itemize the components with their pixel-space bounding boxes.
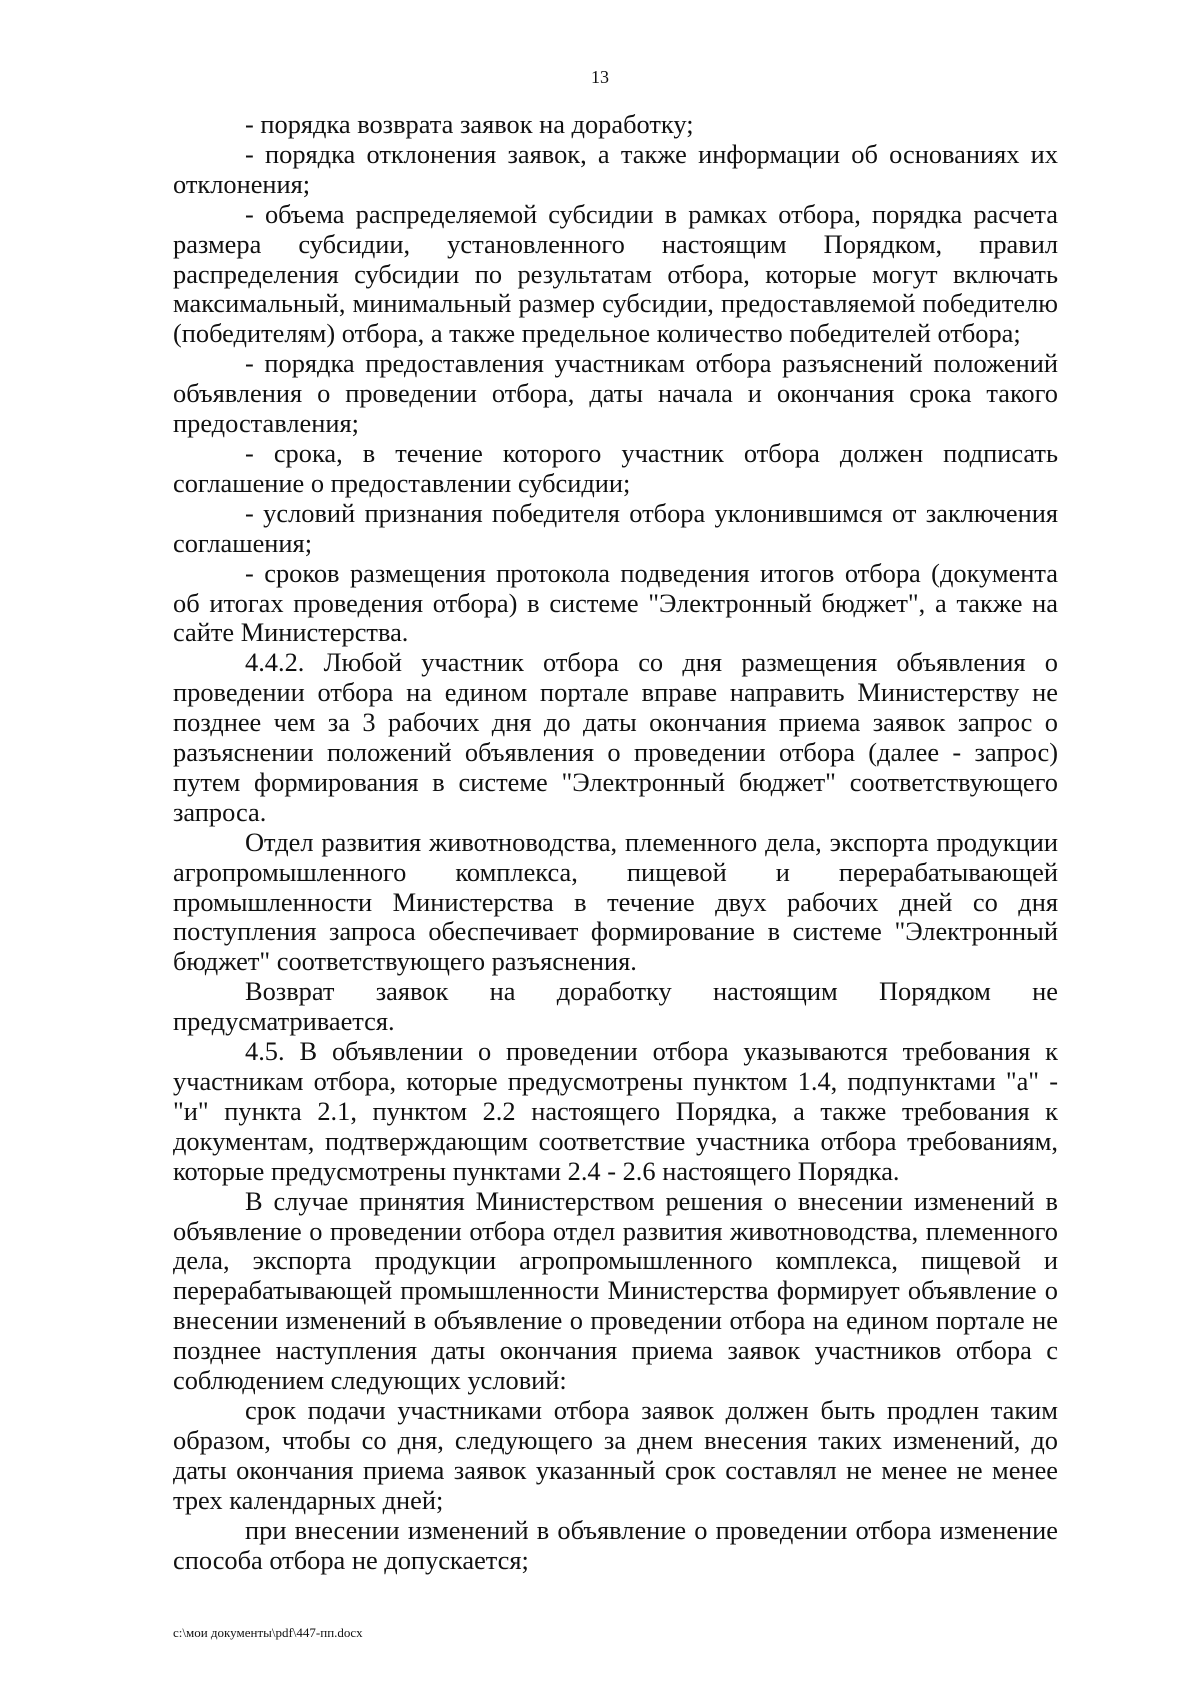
paragraph: - условий признания победителя отбора уклонившимся от заключения соглашения; bbox=[173, 497, 1058, 558]
paragraph: при внесении изменений в объявление о проведении отбора изменение способа отбора не допускается; bbox=[173, 1514, 1058, 1575]
paragraph: Отдел развития животноводства, племенного дела, экспорта продукции агропромышленного комплекса, пищевой и перерабатывающей промышленности Министерства в течение двух рабочих дней со дня поступления запроса обеспечивает формирование в системе "Электронный бюджет" соответствующего разъяснения. bbox=[173, 826, 1058, 977]
paragraph: Возврат заявок на доработку настоящим Порядком не предусматривается. bbox=[173, 976, 1058, 1037]
paragraph: - порядка предоставления участникам отбора разъяснений положений объявления о проведении отбора, даты начала и окончания срока такого предоставления; bbox=[173, 348, 1058, 439]
paragraph: В случае принятия Министерством решения о внесении изменений в объявление о проведении отбора отдел развития животноводства, племенного дела, экспорта продукции агропромышленного комплекса, пищевой и перерабатывающей промышленности Министерства формирует объявление о внесении изменений в объявление о проведении отбора на едином портале не позднее наступления даты окончания приема заявок участников отбора с соблюдением следующих условий: bbox=[173, 1185, 1058, 1396]
paragraph: - порядка отклонения заявок, а также информации об основаниях их отклонения; bbox=[173, 138, 1058, 199]
paragraph: - объема распределяемой субсидии в рамках отбора, порядка расчета размера субсидии, установленного настоящим Порядком, правил распределения субсидии по результатам отбора, которые могут включать максимальный, минимальный размер субсидии, предоставляемой победителю (победителям) отбора, а также предельное количество победителей отбора; bbox=[173, 198, 1058, 349]
paragraph: - срока, в течение которого участник отбора должен подписать соглашение о предоставлении субсидии; bbox=[173, 437, 1058, 498]
footer-file-path: c:\мои документы\pdf\447-пп.docx bbox=[173, 1625, 363, 1640]
document-body bbox=[173, 110, 1058, 1575]
paragraph: - порядка возврата заявок на доработку; bbox=[245, 109, 694, 139]
paragraph: 4.5. В объявлении о проведении отбора указываются требования к участникам отбора, которые предусмотрены пунктом 1.4, подпунктами "а" - "и" пункта 2.1, пунктом 2.2 настоящего Порядка, а также требования к документам, подтверждающим соответствие участника отбора требованиям, которые предусмотрены пунктами 2.4 - 2.6 настоящего Порядка. bbox=[173, 1036, 1058, 1186]
paragraph: - сроков размещения протокола подведения итогов отбора (документа об итогах проведения отбора) в системе "Электронный бюджет", а также на сайте Министерства. bbox=[173, 557, 1058, 648]
paragraph: 4.4.2. Любой участник отбора со дня размещения объявления о проведении отбора на едином портале вправе направить Министерству не позднее чем за 3 рабочих дня до даты окончания приема заявок запрос о разъяснении положений объявления о проведении отбора (далее - запрос) путем формирования в системе "Электронный бюджет" соответствующего запроса. bbox=[173, 647, 1058, 827]
page-number: 13 bbox=[591, 67, 609, 87]
paragraph: срок подачи участниками отбора заявок должен быть продлен таким образом, чтобы со дня, следующего за днем внесения таких изменений, до даты окончания приема заявок указанный срок составлял не менее не менее трех календарных дней; bbox=[173, 1394, 1058, 1515]
